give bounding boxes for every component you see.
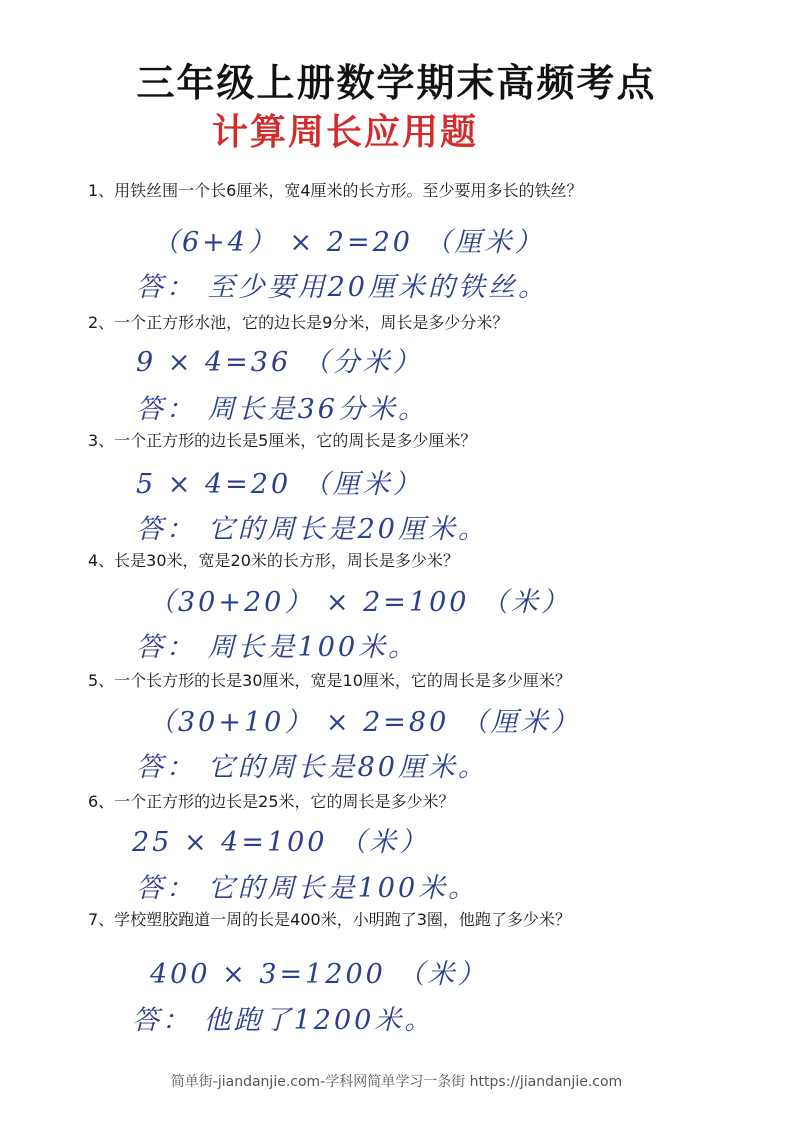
question-7: 7、学校塑胶跑道一周的长是400米，小明跑了3圈，他跑了多少米？ <box>88 910 571 929</box>
question-4: 4、长是30米，宽是20米的长方形，周长是多少米？ <box>88 551 459 570</box>
answer-2: 答： 周长是36分米。 <box>136 394 428 425</box>
answer-7: 答： 他跑了1200米。 <box>132 1005 435 1036</box>
calculation-3: 5 × 4=20 （厘米） <box>136 469 423 500</box>
calculation-7: 400 × 3=1200 （米） <box>150 959 488 990</box>
question-5: 5、一个长方形的长是30厘米，宽是10厘米，它的周长是多少厘米？ <box>88 671 571 690</box>
calculation-1: （6+4） × 2=20 （厘米） <box>152 227 545 258</box>
answer-3: 答： 它的周长是20厘米。 <box>136 514 488 545</box>
question-3: 3、一个正方形的边长是5厘米，它的周长是多少厘米？ <box>88 431 477 450</box>
page-subtitle: 计算周长应用题 <box>212 112 479 153</box>
calculation-2: 9 × 4=36 （分米） <box>136 347 423 378</box>
answer-6: 答： 它的周长是100米。 <box>136 873 479 904</box>
footer-watermark: 简单街-jiandanjie.com-学科网简单学习一条街 https://jiandanjie.com <box>170 1074 623 1090</box>
page-title: 三年级上册数学期末高频考点 <box>136 60 657 105</box>
calculation-6: 25 × 4=100 （米） <box>132 827 430 858</box>
calculation-5: （30+10） × 2=80 （厘米） <box>148 707 581 738</box>
answer-4: 答： 周长是100米。 <box>136 632 419 663</box>
calculation-4: （30+20） × 2=100 （米） <box>148 587 572 618</box>
answer-5: 答： 它的周长是80厘米。 <box>136 752 488 783</box>
question-6: 6、一个正方形的边长是25米，它的周长是多少米？ <box>88 792 455 811</box>
answer-1: 答： 至少要用20厘米的铁丝。 <box>136 272 548 303</box>
question-2: 2、一个正方形水池，它的边长是9分米，周长是多少分米？ <box>88 313 509 332</box>
question-1: 1、用铁丝围一个长6厘米，宽4厘米的长方形。至少要用多长的铁丝？ <box>88 181 583 200</box>
